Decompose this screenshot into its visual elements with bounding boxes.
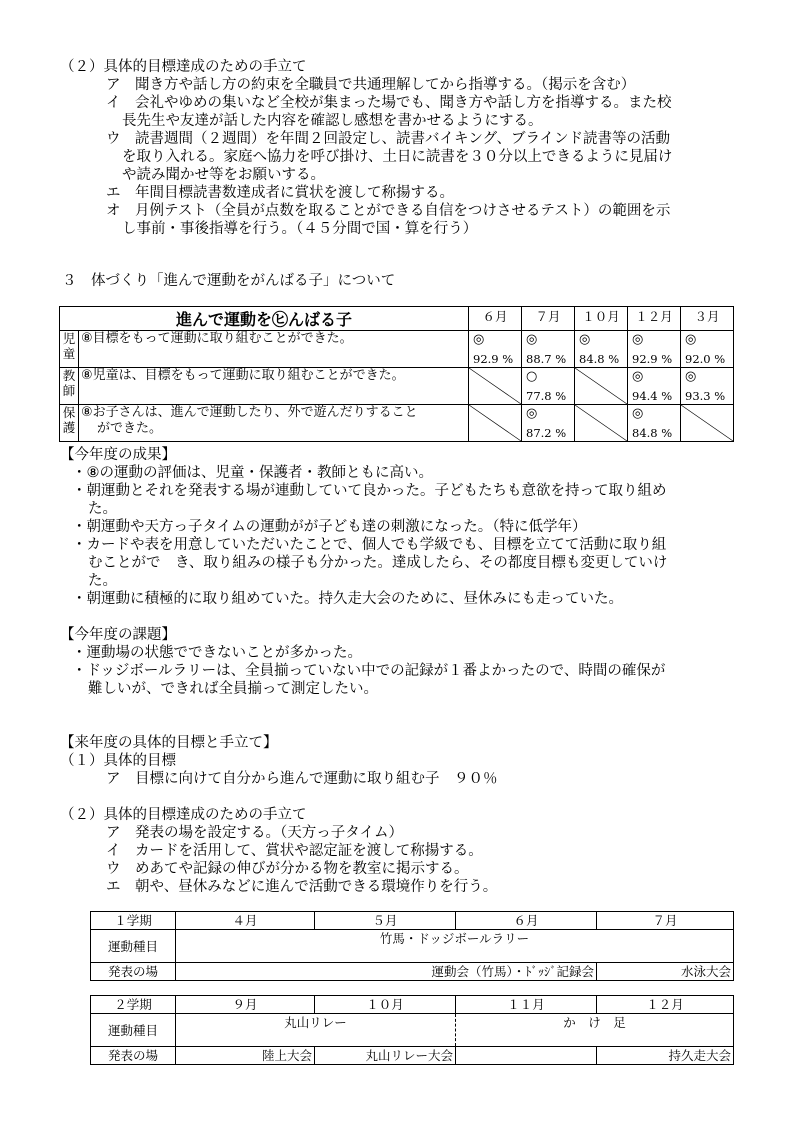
row-label: 発表の場 bbox=[91, 963, 176, 981]
means-line-5: を取り入れる。家庭へ協力を呼び掛け、土日に読書を３０分以上できるように見届け bbox=[122, 149, 673, 165]
issues-line: ・ドッジボールラリーは、全員揃っていない中での記録が１番よかったので、時間の確保が bbox=[72, 663, 666, 679]
category-parents: 保護 bbox=[60, 405, 79, 442]
means-line-1: ア 聞き方や話し方の約束を全職員で共通理解してから指導する。（掲示を含む） bbox=[106, 77, 636, 93]
empty-diagonal-cell bbox=[469, 405, 522, 442]
schedule-term1-table bbox=[90, 911, 734, 981]
section3-heading: ３ 体づくり「進んで運動をがんばる子」について bbox=[62, 273, 396, 289]
empty-diagonal-cell bbox=[469, 368, 522, 405]
category-teachers: 教師 bbox=[60, 368, 79, 405]
next-means-line: イ カードを活用して、賞状や認定証を渡して称揚する。 bbox=[106, 843, 483, 859]
means-line-8: オ 月例テスト（全員が点数を取ることができる自信をつけさせるテスト）の範囲を示 bbox=[106, 203, 671, 219]
month-header: ５月 bbox=[315, 912, 456, 930]
results-line: むことがで き、取り組みの様子も分かった。達成したら、その都度目標も変更していけ bbox=[88, 555, 668, 571]
sport-events-cell: 竹馬・ドッジボールラリー bbox=[176, 930, 734, 963]
month-header: ９月 bbox=[176, 996, 315, 1014]
results-line: ・朝運動とそれを発表する場が連動していて良かった。子どもたちも意欲を持って取り組め bbox=[72, 483, 667, 499]
section-heading-means: （２）具体的目標達成のための手立て bbox=[60, 59, 307, 75]
month-header: １０月 bbox=[315, 996, 456, 1014]
result-cell: ◎ 94.4 % bbox=[628, 368, 681, 405]
result-cell: ○ 77.8 % bbox=[522, 368, 575, 405]
results-line: ・朝運動や天方っ子タイムの運動がが子ども達の刺激になった。（特に低学年） bbox=[72, 519, 587, 535]
month-header: ７月 bbox=[522, 307, 575, 331]
means-line-7: エ 年間目標読書数達成者に賞状を渡して称揚する。 bbox=[106, 185, 454, 201]
results-line: ・⑧の運動の評価は、児童・保護者・教師ともに高い。 bbox=[72, 465, 433, 481]
presentation-cell: 丸山リレー大会 bbox=[315, 1047, 456, 1065]
result-cell: ◎ 87.2 % bbox=[522, 405, 575, 442]
result-cell: ◎ 92.9 % bbox=[469, 331, 522, 368]
results-line: ・カードや表を用意していただいたことで、個人でも学級でも、目標を立てて活動に取り組 bbox=[72, 537, 667, 553]
row-label: 運動種目 bbox=[91, 1014, 176, 1047]
next-means-line: エ 朝や、昼休みなどに進んで活動できる環境作りを行う。 bbox=[106, 879, 498, 895]
row-label: 運動種目 bbox=[91, 930, 176, 963]
result-cell: ◎ 84.8 % bbox=[575, 331, 628, 368]
means-line-3: 長先生や友達が話した内容を確認し感想を書かせるようにする。 bbox=[122, 113, 543, 129]
result-cell: ◎ 93.3 % bbox=[681, 368, 734, 405]
evaluation-item: ⑧お子さんは、進んで運動したり、外で遊んだりすること ができた。 bbox=[79, 405, 469, 442]
results-line: ・朝運動に積極的に取り組めていた。持久走大会のために、昼休みにも走っていた。 bbox=[72, 591, 623, 607]
result-cell: ◎ 92.0 % bbox=[681, 331, 734, 368]
term-label: １学期 bbox=[91, 912, 176, 930]
means-line-4: ウ 読書週間（２週間）を年間２回設定し、読書バイキング、ブラインド読書等の活動 bbox=[106, 131, 671, 147]
results-heading: 【今年度の成果】 bbox=[60, 447, 176, 463]
presentation-cell: 持久走大会 bbox=[597, 1047, 734, 1065]
month-header: １２月 bbox=[597, 996, 734, 1014]
month-header: ７月 bbox=[597, 912, 734, 930]
means-line-9: し事前・事後指導を行う。（４５分間で国・算を行う） bbox=[122, 221, 478, 237]
result-cell: ◎ 88.7 % bbox=[522, 331, 575, 368]
evaluation-table-title: 進んで運動を㋪んばる子 bbox=[60, 307, 469, 331]
results-line: た。 bbox=[88, 573, 117, 589]
presentation-cell: 運動会（竹馬）・ﾄﾞｯｼﾞ記録会 bbox=[176, 963, 597, 981]
empty-diagonal-cell bbox=[681, 405, 734, 442]
empty-diagonal-cell bbox=[575, 405, 628, 442]
means-line-6: や読み聞かせ等をお願いする。 bbox=[122, 167, 325, 183]
month-header: ６月 bbox=[469, 307, 522, 331]
presentation-cell bbox=[456, 1047, 597, 1065]
next-means-heading: （２）具体的目標達成のための手立て bbox=[60, 807, 307, 823]
term-label: ２学期 bbox=[91, 996, 176, 1014]
category-children: 児童 bbox=[60, 331, 79, 368]
presentation-cell: 陸上大会 bbox=[176, 1047, 315, 1065]
next-year-heading: 【来年度の具体的目標と手立て】 bbox=[60, 735, 278, 751]
issues-heading: 【今年度の課題】 bbox=[60, 627, 176, 643]
month-header: １１月 bbox=[456, 996, 597, 1014]
result-cell: ◎ 84.8 % bbox=[628, 405, 681, 442]
evaluation-table bbox=[59, 306, 734, 442]
means-line-2: イ 会礼やゆめの集いなど全校が集まった場でも、聞き方や話し方を指導する。また校 bbox=[106, 95, 672, 111]
month-header: １２月 bbox=[628, 307, 681, 331]
sport-events-cell: か け 足 bbox=[456, 1014, 734, 1047]
issues-line: ・運動場の状態でできないことが多かった。 bbox=[72, 645, 362, 661]
sport-events-cell: 丸山リレー bbox=[176, 1014, 456, 1047]
month-header: ６月 bbox=[456, 912, 597, 930]
schedule-term2-table bbox=[90, 995, 734, 1065]
result-cell: ◎ 92.9 % bbox=[628, 331, 681, 368]
presentation-cell: 水泳大会 bbox=[597, 963, 734, 981]
goal-heading: （１）具体的目標 bbox=[60, 753, 176, 769]
month-header: ３月 bbox=[681, 307, 734, 331]
month-header: １０月 bbox=[575, 307, 628, 331]
empty-diagonal-cell bbox=[575, 368, 628, 405]
issues-line: 難しいが、できれば全員揃って測定したい。 bbox=[88, 681, 378, 697]
evaluation-item: ⑧児童は、目標をもって運動に取り組むことができた。 bbox=[79, 368, 469, 405]
evaluation-item: ⑧目標をもって運動に取り組むことができた。 bbox=[79, 331, 469, 368]
goal-line: ア 目標に向けて自分から進んで運動に取り組む子 ９０％ bbox=[106, 771, 498, 787]
next-means-line: ア 発表の場を設定する。（天方っ子タイム） bbox=[106, 825, 403, 841]
results-line: た。 bbox=[88, 501, 117, 517]
row-label: 発表の場 bbox=[91, 1047, 176, 1065]
next-means-line: ウ めあてや記録の伸びが分かる物を教室に掲示する。 bbox=[106, 861, 469, 877]
month-header: ４月 bbox=[176, 912, 315, 930]
